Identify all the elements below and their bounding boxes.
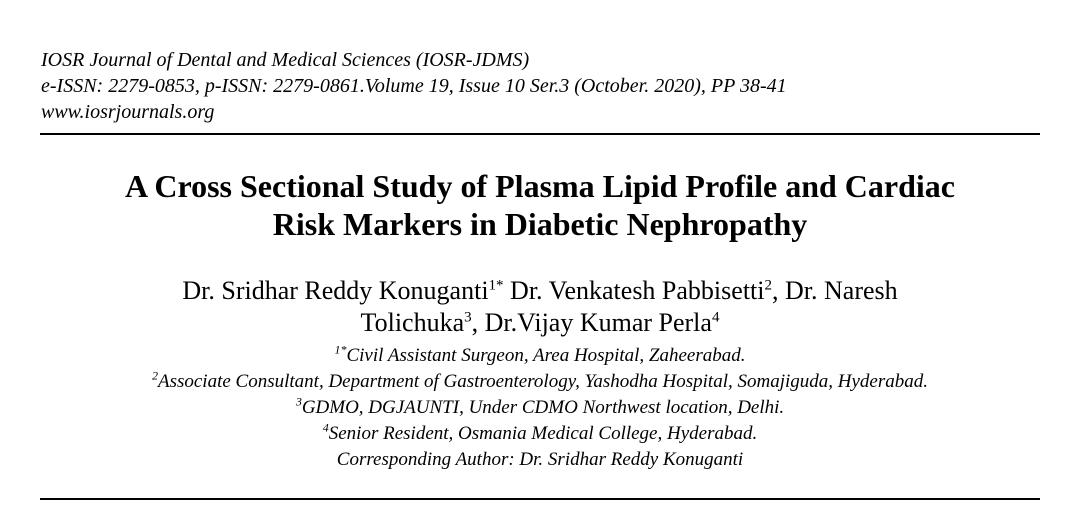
- author-list: [40, 275, 1040, 339]
- author-line-1: [40, 275, 1040, 307]
- affiliation-mark: 3: [295, 394, 302, 409]
- author-name: Dr. Naresh: [785, 276, 898, 305]
- affiliation-text: GDMO, DGJAUNTI, Under CDMO Northwest location, Delhi.: [301, 397, 785, 418]
- affiliation-text: Senior Resident, Osmania Medical College, Hyderabad.: [328, 423, 758, 444]
- author-line-2: [40, 307, 1040, 339]
- author-affiliation-mark: 1*: [488, 277, 504, 294]
- journal-name: IOSR Journal of Dental and Medical Sciences (IOSR-JDMS): [41, 49, 530, 71]
- author-affiliation-mark: 3: [464, 309, 472, 326]
- affiliation-list: [40, 343, 1040, 473]
- author-affiliation-mark: 2: [764, 277, 772, 294]
- paper-title: [40, 167, 1040, 243]
- author-separator: ,: [471, 308, 485, 337]
- author-name: Tolichuka: [360, 308, 465, 337]
- author-separator: ,: [772, 276, 785, 305]
- affiliation-item: [40, 369, 1040, 395]
- affiliation-mark: 2: [151, 368, 158, 383]
- author-name: Dr. Sridhar Reddy Konuganti: [182, 276, 489, 305]
- footer-divider: [40, 498, 1040, 500]
- affiliation-mark: 1*: [334, 342, 347, 357]
- issn-volume-line: e-ISSN: 2279-0853, p-ISSN: 2279-0861.Volume 19, Issue 10 Ser.3 (October. 2020), PP 38-41: [41, 75, 787, 97]
- paper-title-line-1: A Cross Sectional Study of Plasma Lipid Profile and Cardiac: [125, 168, 955, 204]
- journal-website: www.iosrjournals.org: [41, 101, 215, 123]
- affiliation-item: [40, 421, 1040, 447]
- author-name: Dr.Vijay Kumar Perla: [484, 308, 712, 337]
- journal-header: [41, 47, 1041, 125]
- author-affiliation-mark: 4: [711, 309, 720, 326]
- affiliation-item: [40, 343, 1040, 369]
- paper-title-line-2: Risk Markers in Diabetic Nephropathy: [272, 206, 808, 242]
- corresponding-author: Corresponding Author: Dr. Sridhar Reddy Konuganti: [336, 449, 744, 470]
- author-name: Dr. Venkatesh Pabbisetti: [510, 276, 765, 305]
- affiliation-item: [40, 395, 1040, 421]
- affiliation-text: Associate Consultant, Department of Gastroenterology, Yashodha Hospital, Somajiguda, Hyderabad.: [157, 371, 929, 392]
- affiliation-text: Civil Assistant Surgeon, Area Hospital, Zaheerabad.: [346, 345, 746, 366]
- header-divider: [40, 133, 1040, 135]
- affiliation-mark: 4: [322, 420, 329, 435]
